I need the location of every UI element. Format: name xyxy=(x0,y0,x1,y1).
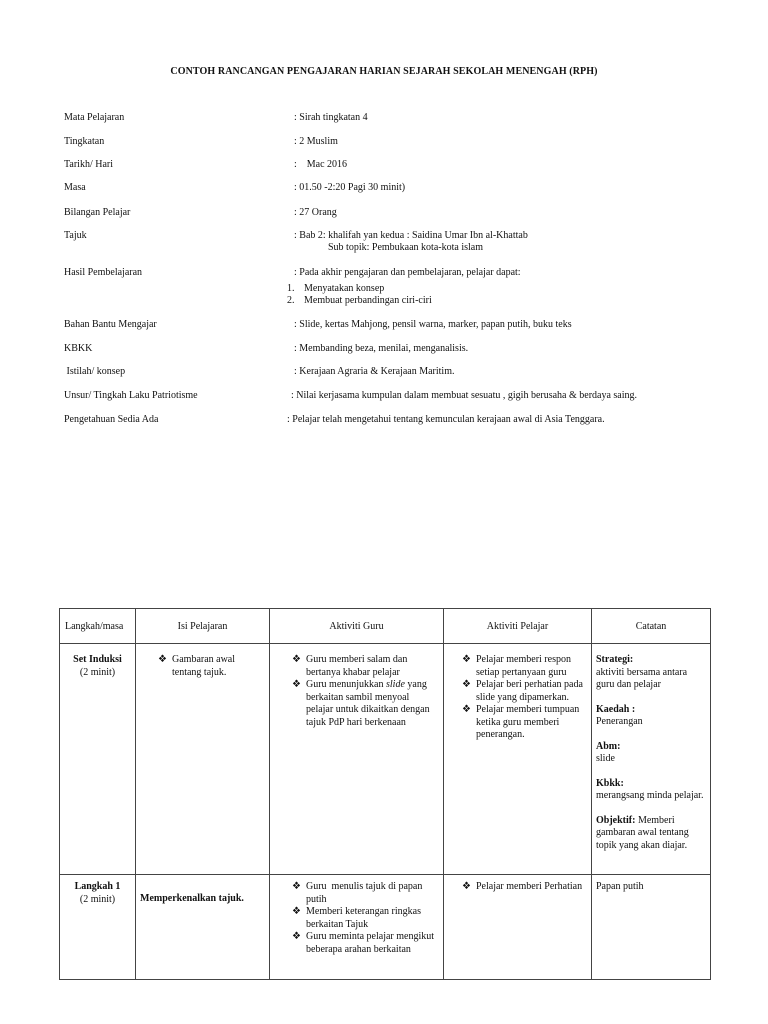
list-item: ❖ Guru memberi salam dan bertanya khabar pelajar xyxy=(292,654,408,678)
content-title: Memperkenalkan tajuk. xyxy=(140,893,244,904)
diamond-bullet-icon: ❖ xyxy=(462,679,471,690)
info-value-outcomes: : Pada akhir pengajaran dan pembelajaran, pelajar dapat: xyxy=(294,267,521,278)
kbkk-text: merangsang minda pelajar. xyxy=(596,790,704,801)
info-value-prior-knowledge: : Pelajar telah mengetahui tentang kemunculan kerajaan awal di Asia Tenggara. xyxy=(287,414,605,425)
header-student-activity: Aktiviti Pelajar xyxy=(444,609,592,644)
step-cell xyxy=(60,644,136,875)
strategy-label: Strategi: xyxy=(596,654,634,665)
info-value-terms: : Kerajaan Agraria & Kerajaan Maritim. xyxy=(294,366,455,377)
outcome-text-1: Menyatakan konsep xyxy=(304,283,385,294)
list-item: ❖ Guru menulis tajuk di papan putih xyxy=(292,881,425,905)
list-item: ❖ Gambaran awal tentang tajuk. xyxy=(158,654,236,678)
step-name: Langkah 1 xyxy=(74,881,121,892)
info-value-subject: : Sirah tingkatan 4 xyxy=(294,112,368,123)
method-label: Kaedah : xyxy=(596,703,636,715)
diamond-bullet-icon: ❖ xyxy=(292,906,301,917)
diamond-bullet-icon: ❖ xyxy=(462,654,471,665)
student-activity-cell xyxy=(444,644,592,875)
info-value-subtopic: Sub topik: Pembukaan kota-kota islam xyxy=(328,242,483,253)
info-label-patriotism: Unsur/ Tingkah Laku Patriotisme xyxy=(64,390,198,401)
diamond-bullet-icon: ❖ xyxy=(292,679,301,690)
table-header-row xyxy=(60,609,711,644)
info-label-topic: Tajuk xyxy=(64,230,87,241)
student-activity-cell xyxy=(444,875,592,980)
info-value-patriotism: : Nilai kerjasama kumpulan dalam membuat sesuatu , gigih berusaha & berdaya saing. xyxy=(291,390,638,401)
info-value-materials: : Slide, kertas Mahjong, pensil warna, marker, papan putih, buku teks xyxy=(294,319,572,330)
diamond-bullet-icon: ❖ xyxy=(292,654,301,665)
diamond-bullet-icon: ❖ xyxy=(462,881,471,892)
info-value-topic: : Bab 2: khalifah yan kedua : Saidina Umar Ibn al-Khattab xyxy=(294,230,528,241)
header-step: Langkah/masa xyxy=(60,609,136,644)
teacher-activity-cell xyxy=(270,644,444,875)
teacher-activity-cell xyxy=(270,875,444,980)
objective-label: Objektif: xyxy=(596,814,636,826)
document-title: CONTOH RANCANGAN PENGAJARAN HARIAN SEJARAH SEKOLAH MENENGAH (RPH) xyxy=(170,66,598,77)
diamond-bullet-icon: ❖ xyxy=(158,654,167,665)
list-item: ❖ Guru meminta pelajar mengikut beberapa arahan berkaitan xyxy=(292,931,435,955)
step-cell xyxy=(60,875,136,980)
info-label-prior-knowledge: Pengetahuan Sedia Ada xyxy=(64,414,159,425)
info-label-materials: Bahan Bantu Mengajar xyxy=(64,319,157,330)
header-content: Isi Pelajaran xyxy=(136,609,270,644)
abm-label: Abm: xyxy=(596,740,621,752)
info-value-students: : 27 Orang xyxy=(294,207,337,218)
table-row xyxy=(60,875,711,980)
list-item: ❖ Pelajar memberi Perhatian xyxy=(462,881,583,892)
info-label-terms: Istilah/ konsep xyxy=(64,366,126,377)
diamond-bullet-icon: ❖ xyxy=(462,704,471,715)
diamond-bullet-icon: ❖ xyxy=(292,881,301,892)
info-label-time: Masa xyxy=(64,182,86,193)
info-label-date: Tarikh/ Hari xyxy=(64,159,114,170)
outcome-number-2: 2. xyxy=(287,295,295,306)
objective-text: Objektif: Memberi gambaran awal tentang topik yang akan diajar. xyxy=(596,814,689,851)
list-item: ❖ Pelajar memberi respon setiap pertanyaan guru xyxy=(462,654,571,678)
list-item: ❖ Memberi keterangan ringkas berkaitan Tajuk xyxy=(292,906,421,930)
kbkk-label: Kbkk: xyxy=(596,777,624,789)
info-value-kbkk: : Membanding beza, menilai, menganalisis. xyxy=(294,343,469,354)
list-item: ❖ Pelajar memberi tumpuan ketika guru memberi penerangan. xyxy=(462,704,580,740)
content-cell xyxy=(136,875,270,980)
info-value-time: : 01.50 -2:20 Pagi 30 minit) xyxy=(294,182,406,193)
list-item: ❖ Pelajar beri perhatian pada slide yang dipamerkan. xyxy=(462,679,583,703)
outcome-number-1: 1. xyxy=(287,283,295,294)
notes-cell xyxy=(592,875,711,980)
info-label-students: Bilangan Pelajar xyxy=(64,207,131,218)
outcome-text-2: Membuat perbandingan ciri-ciri xyxy=(304,295,432,306)
diamond-bullet-icon: ❖ xyxy=(292,931,301,942)
notes-cell xyxy=(592,644,711,875)
step-time: (2 minit) xyxy=(79,893,116,905)
info-value-form: : 2 Muslim xyxy=(294,136,338,147)
info-value-date: : Mac 2016 xyxy=(294,159,348,170)
table-row xyxy=(60,644,711,875)
list-item: ❖ Guru menunjukkan slide yang berkaitan sambil menyoal pelajar untuk dikaitkan dengan tajuk PdP hari berkenaan xyxy=(292,679,430,728)
info-label-form: Tingkatan xyxy=(64,136,105,147)
step-name: Set Induksi xyxy=(73,654,122,665)
method-text: Penerangan xyxy=(596,716,643,727)
header-teacher-activity: Aktiviti Guru xyxy=(270,609,444,644)
header-notes: Catatan xyxy=(592,609,711,644)
lesson-plan-table xyxy=(59,608,711,980)
strategy-text: aktiviti bersama antara guru dan pelajar xyxy=(596,666,688,690)
notes-text: Papan putih xyxy=(596,881,644,892)
abm-text: slide xyxy=(596,753,615,764)
info-label-kbkk: KBKK xyxy=(64,343,93,354)
step-time: (2 minit) xyxy=(79,666,116,678)
info-label-outcomes: Hasil Pembelajaran xyxy=(64,267,143,278)
content-cell xyxy=(136,644,270,875)
info-label-subject: Mata Pelajaran xyxy=(64,112,125,123)
